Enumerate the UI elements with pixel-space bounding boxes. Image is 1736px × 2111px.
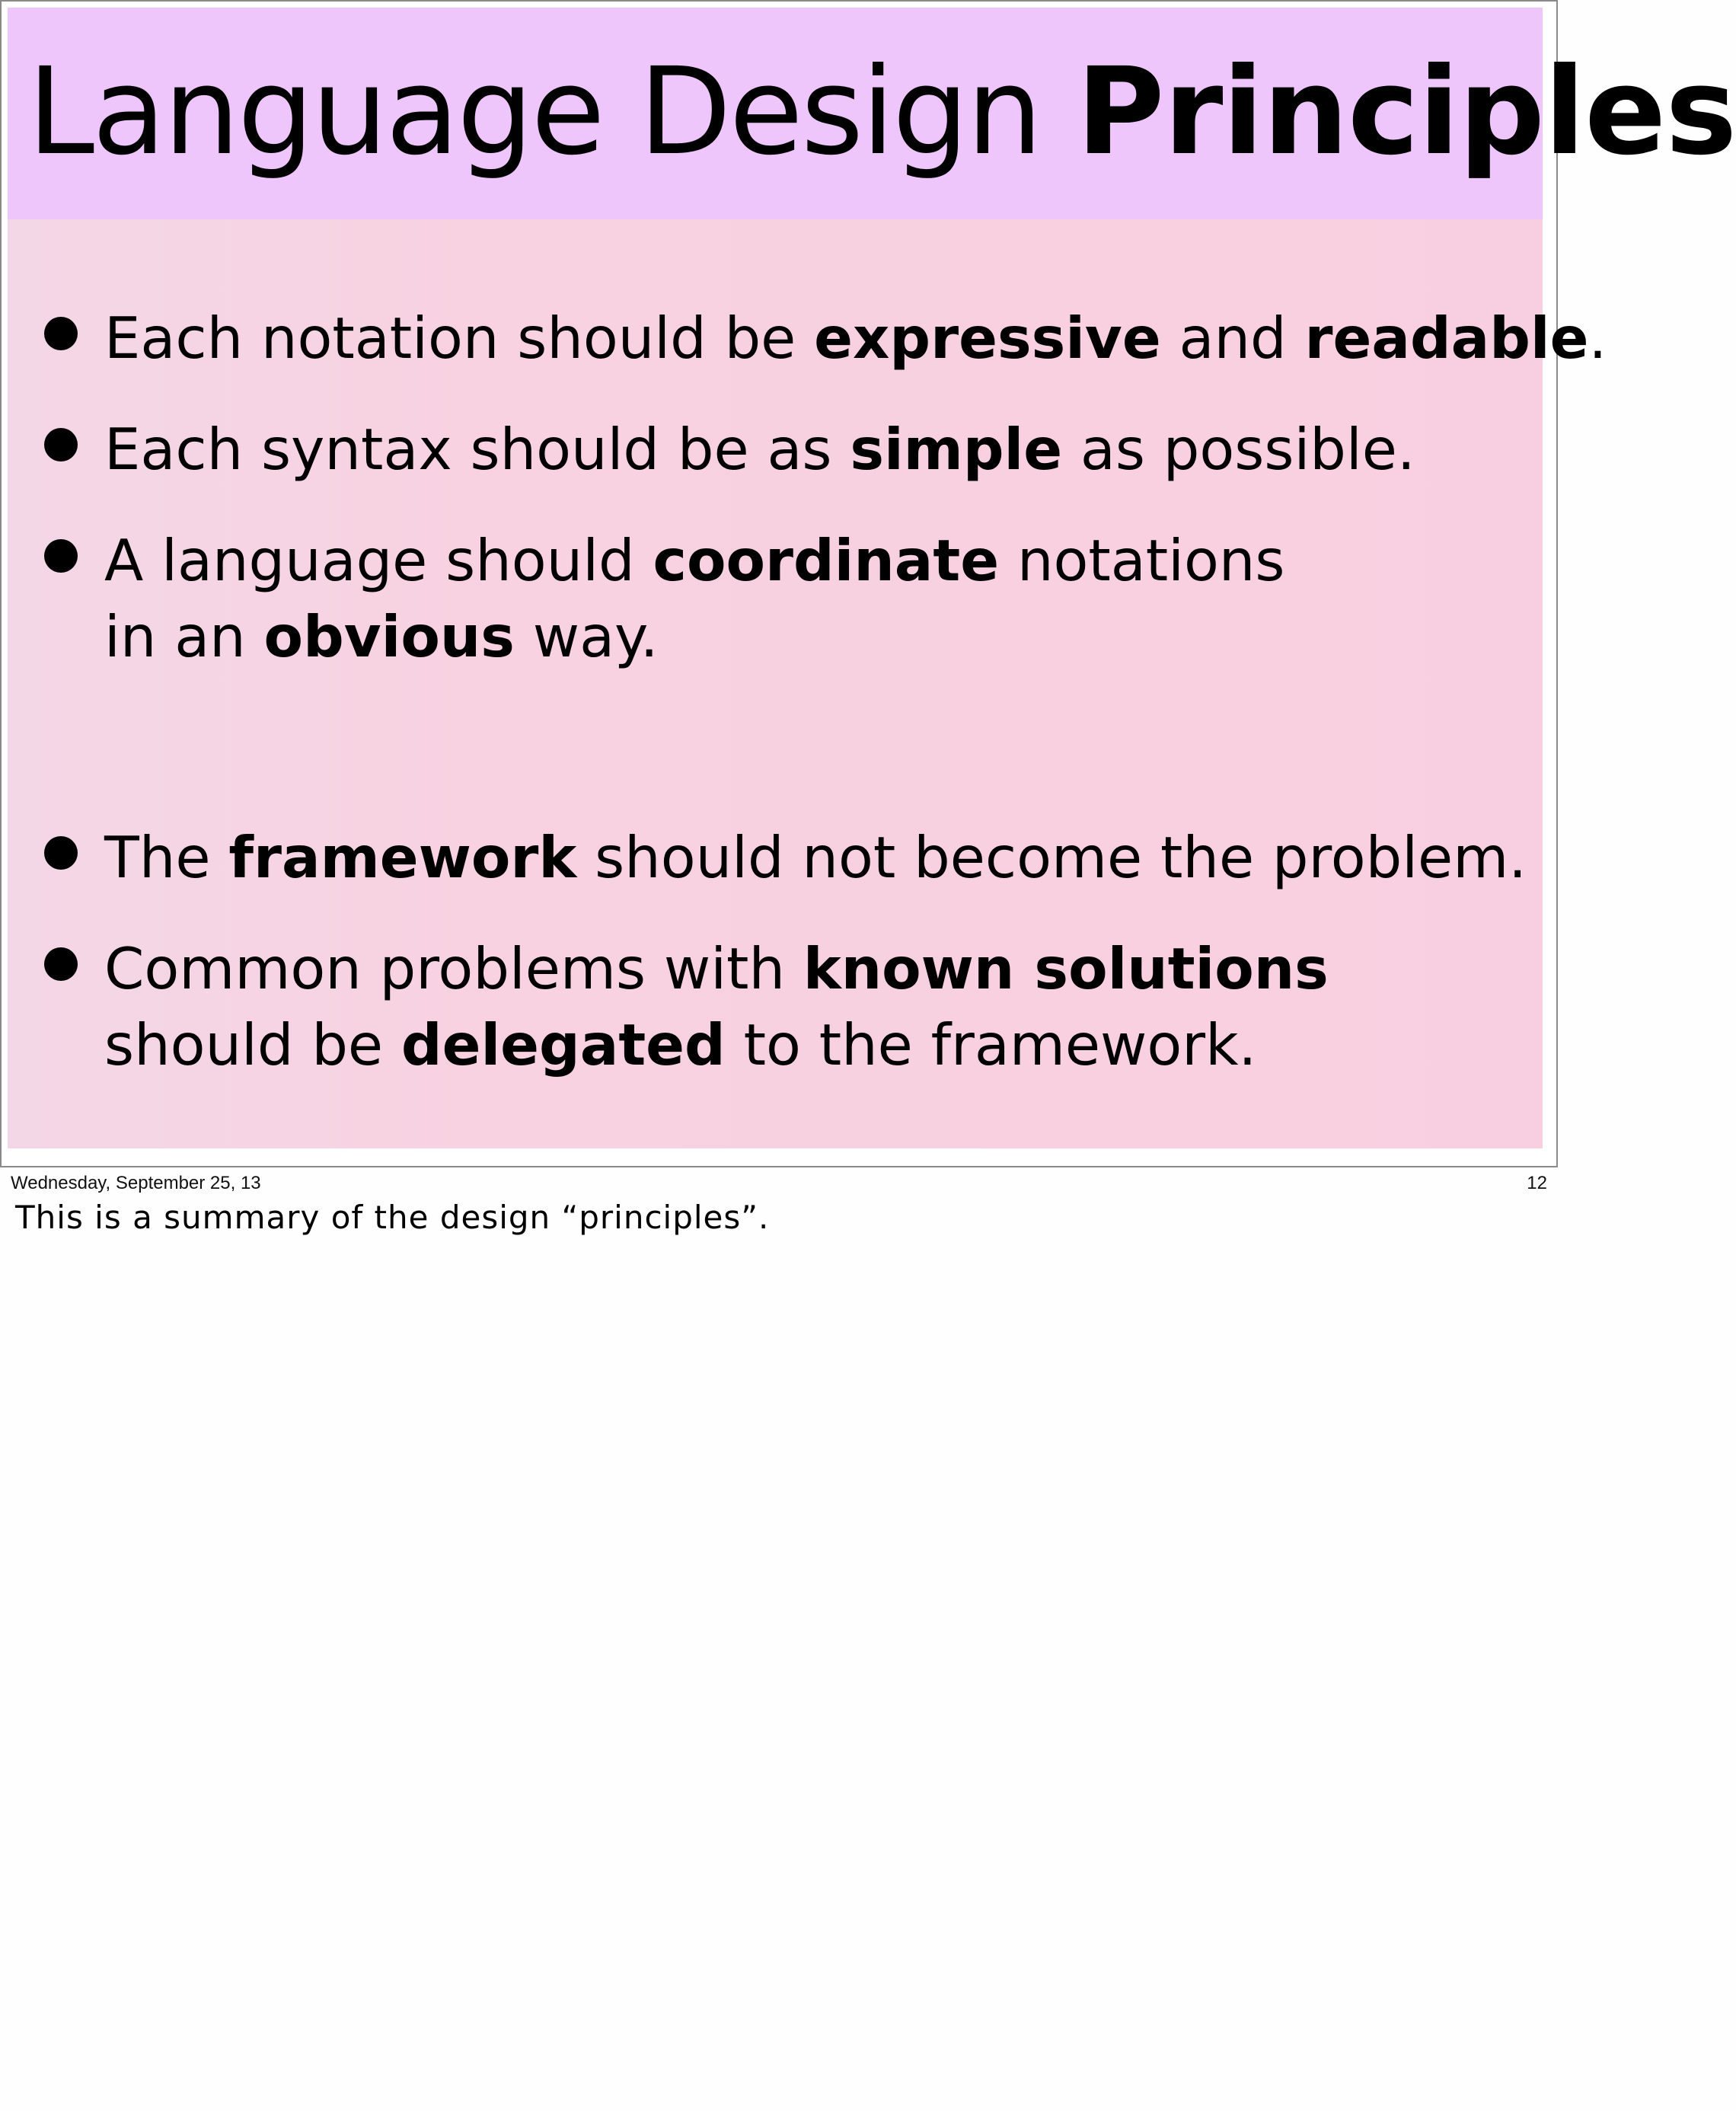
bullet-run: in an [104,603,264,670]
bullet-dot-icon [44,947,78,981]
bullet-emphasis: delegated [400,1011,726,1078]
bullet-text [104,522,1284,675]
bullet-run: should be [104,1011,401,1078]
bullet-run: A language should [104,527,653,594]
slide-title-regular: Language Design [27,42,1077,182]
bullet-emphasis: simple [850,416,1063,483]
bullet-run: to the framework. [725,1011,1257,1078]
bullet-text [104,931,1329,1083]
bullet-line [104,819,1527,896]
bullet-run: . [1588,305,1607,372]
bullet-run: should not become the problem. [576,824,1527,891]
bullet-run: Each notation should be [104,305,815,372]
bullet-run: Each syntax should be as [104,416,850,483]
bullet-text [104,300,1607,376]
bullet-emphasis: coordinate [653,527,1000,594]
bullet-text [104,819,1527,896]
body-band [8,219,1607,1148]
title-band [8,8,1736,219]
bullet-line [104,300,1607,376]
slide-title-bold: Principles [1076,42,1736,182]
bullet-line [104,411,1415,487]
bullet-run: way. [514,603,659,670]
presenter-notes: This is a summary of the design “principles”. [15,1199,770,1236]
footer-page-number: 12 [1527,1173,1547,1193]
bullet-dot-icon [44,539,78,573]
bullet-run: and [1160,305,1305,372]
bullet-emphasis: readable [1304,305,1589,372]
bullet-text [104,411,1415,487]
bullet-emphasis: obvious [263,603,515,670]
footer-date: Wednesday, September 25, 13 [11,1173,261,1193]
bullet-line [104,522,1284,599]
bullet-emphasis: expressive [814,305,1161,372]
bullet-line [104,599,1284,675]
bullet-emphasis: known solutions [803,935,1329,1002]
slide-title [27,42,1736,182]
bullet-dot-icon [44,428,78,461]
bullet-dot-icon [44,836,78,870]
bullet-dot-icon [44,317,78,350]
bullet-emphasis: framework [228,824,577,891]
bullet-run: notations [999,527,1285,594]
bullet-line [104,931,1329,1007]
bullet-run: as possible. [1062,416,1415,483]
bullet-line [104,1007,1329,1083]
bullet-run: The [104,824,229,891]
bullet-run: Common problems with [104,935,803,1002]
